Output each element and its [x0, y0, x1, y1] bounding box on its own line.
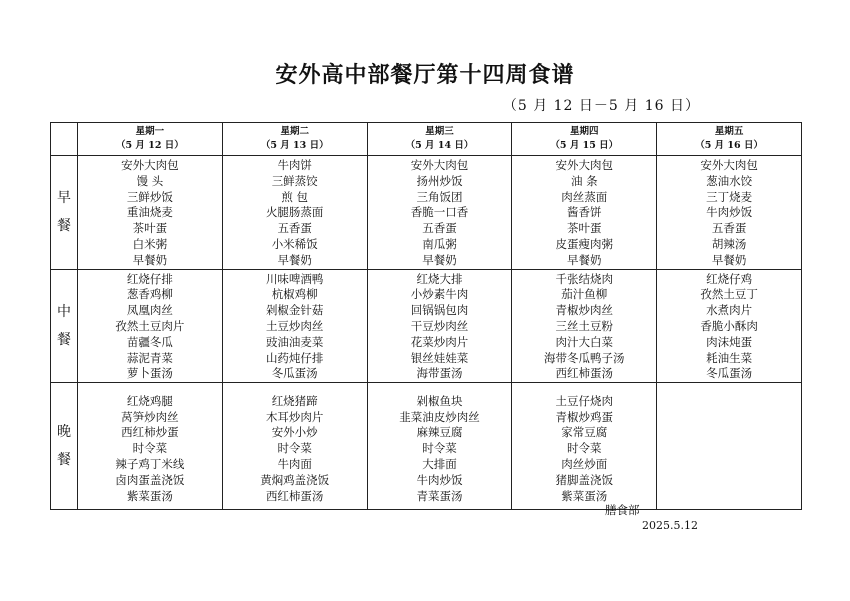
meal-label: [51, 156, 78, 270]
dish-item: 牛肉面: [277, 457, 312, 472]
dish-item: 水煮肉片: [706, 303, 753, 318]
meal-label: [51, 383, 78, 510]
dish-item: 西红柿炒蛋: [121, 425, 179, 440]
dish-item: 五香蛋: [711, 221, 747, 236]
dish-item: 茶叶蛋: [132, 221, 168, 236]
dish-item: 红烧鸡腿: [126, 393, 173, 408]
menu-cell: [512, 156, 657, 270]
menu-cell: [657, 383, 802, 510]
dish-item: 海带蛋汤: [416, 366, 463, 381]
dish-item: 麻辣豆腐: [416, 425, 463, 440]
dish-item: 肉丝炒面: [561, 457, 608, 472]
dish-item: 萝卜蛋汤: [126, 366, 173, 381]
dish-item: 海带冬瓜鸭子汤: [544, 350, 625, 365]
day-header-tue: [222, 123, 367, 156]
dish-item: 葱香鸡柳: [126, 287, 173, 302]
dish-item: 红烧仔排: [126, 271, 173, 286]
menu-table: [50, 122, 802, 510]
page-title: 安外高中部餐厅第十四周食谱: [275, 62, 575, 88]
dish-item: 重油烧麦: [126, 205, 173, 220]
menu-cell: [657, 269, 802, 383]
dish-item: 五香蛋: [422, 221, 457, 236]
menu-cell: [367, 383, 512, 510]
dish-item: 早餐奶: [277, 252, 312, 267]
dish-item: 土豆仔烧肉: [555, 393, 614, 408]
meal-label: [51, 269, 78, 383]
menu-cell: [512, 269, 657, 383]
menu-cell: [367, 156, 512, 270]
dish-item: 安外大肉包: [121, 158, 179, 172]
dish-item: 茄汁鱼柳: [561, 287, 608, 302]
day-name: 星期一: [135, 126, 165, 137]
dish-item: 耗油生菜: [706, 350, 753, 365]
dish-item: 南瓜粥: [422, 236, 457, 251]
dish-item: 黄焖鸡盖浇饭: [260, 472, 330, 487]
dish-item: 冬瓜蛋汤: [706, 366, 753, 381]
dish-item: 安外大肉包: [555, 158, 614, 172]
dish-item: 三鲜蒸饺: [271, 173, 318, 188]
menu-cell: [657, 156, 802, 270]
menu-cell: [222, 383, 367, 510]
dish-item: 牛肉炒饭: [416, 472, 463, 487]
dish-item: 青椒炒鸡蛋: [555, 409, 614, 424]
dish-item: 煎 包: [281, 189, 309, 204]
day-name: 星期四: [570, 126, 599, 137]
dish-item: 辣子鸡丁米线: [115, 457, 185, 472]
day-header-wed: [367, 123, 512, 156]
dish-item: 干豆炒肉丝: [410, 318, 469, 333]
dish-item: 肉丝蒸面: [561, 189, 608, 204]
meal-label-char: 餐: [57, 331, 71, 348]
dish-item: 山药炖仔排: [265, 350, 324, 365]
dish-item: 香脆一口香: [410, 205, 469, 220]
dish-item: 茶叶蛋: [567, 221, 602, 236]
dish-item: 猪脚盖浇饭: [555, 472, 614, 487]
dish-item: 三角饭团: [416, 189, 463, 204]
dish-item: 肉汁大白菜: [555, 334, 614, 349]
day-date: （5 月 13 日）: [260, 140, 329, 151]
dish-item: 杭椒鸡柳: [271, 287, 318, 302]
dish-item: 三丝土豆粉: [555, 318, 614, 333]
dish-item: 牛肉炒饭: [706, 205, 753, 220]
dish-item: 酱香饼: [567, 205, 602, 220]
day-name: 星期二: [280, 126, 309, 137]
dish-item: 卤肉蛋盖浇饭: [115, 472, 185, 487]
day-name: 星期五: [714, 126, 744, 137]
dish-item: 蒜泥青菜: [126, 350, 173, 365]
dish-item: 红烧大排: [416, 271, 463, 286]
dish-item: 五香蛋: [277, 221, 312, 236]
day-date: （5 月 15 日）: [550, 140, 619, 151]
dish-item: 莴笋炒肉丝: [121, 409, 179, 424]
menu-cell: [78, 383, 223, 510]
day-header-thu: [512, 123, 657, 156]
menu-cell: [512, 383, 657, 510]
dish-item: 早餐奶: [422, 252, 457, 267]
dish-item: 西红柿蛋汤: [265, 488, 324, 503]
dish-item: 火腿肠蒸面: [265, 205, 324, 220]
dish-item: 苗疆冬瓜: [126, 334, 173, 349]
dish-item: 剁椒鱼块: [416, 393, 463, 408]
day-header-mon: [78, 123, 223, 156]
meal-label-char: 餐: [57, 218, 71, 235]
dish-item: 紫菜蛋汤: [561, 488, 608, 503]
dish-item: 油 条: [570, 173, 598, 188]
dish-item: 小炒素牛肉: [410, 287, 469, 302]
menu-cell: [222, 269, 367, 383]
dish-item: 胡辣汤: [711, 236, 747, 251]
dish-item: 回锅锅包肉: [410, 303, 469, 318]
day-date: （5 月 12 日）: [116, 140, 184, 151]
dish-item: 早餐奶: [711, 252, 747, 267]
day-date: （5 月 14 日）: [405, 140, 474, 151]
dish-item: 肉沫炖蛋: [706, 334, 753, 349]
dish-item: 剁椒金针菇: [265, 303, 324, 318]
dish-item: 青椒炒肉丝: [555, 303, 614, 318]
date-range: （5 月 12 日－5 月 16 日）: [502, 98, 700, 114]
dish-item: 安外小炒: [271, 425, 318, 440]
menu-cell: [78, 269, 223, 383]
day-date: （5 月 16 日）: [695, 140, 763, 151]
corner-cell: [51, 123, 78, 156]
dish-item: 西红柿蛋汤: [555, 366, 614, 381]
dish-item: 时令菜: [132, 441, 168, 456]
meal-label-char: 中: [57, 303, 71, 320]
breakfast-row: [51, 156, 802, 270]
dish-item: 孜然土豆丁: [700, 287, 758, 302]
sign-date: 2025.5.12: [642, 519, 698, 532]
dish-item: 豉油油麦菜: [265, 334, 324, 349]
dish-item: 牛肉饼: [277, 158, 312, 172]
dish-item: 凤凰肉丝: [126, 303, 173, 318]
day-header-fri: [657, 123, 802, 156]
dish-item: 韭菜油皮炒肉丝: [399, 409, 480, 424]
dish-item: 馒 头: [136, 173, 164, 188]
signature: 膳食部: [605, 503, 640, 517]
lunch-row: [51, 269, 802, 383]
dish-item: 扬州炒饭: [416, 173, 463, 188]
menu-cell: [78, 156, 223, 270]
dish-item: 安外大肉包: [410, 158, 469, 172]
meal-label-char: 早: [57, 190, 71, 207]
dish-item: 紫菜蛋汤: [126, 488, 173, 503]
dish-item: 红烧仔鸡: [706, 271, 753, 286]
dish-item: 川味啤酒鸭: [265, 271, 324, 286]
dish-item: 孜然土豆肉片: [115, 318, 185, 333]
dish-item: 早餐奶: [132, 252, 168, 267]
day-name: 星期三: [425, 126, 454, 137]
dish-item: 时令菜: [422, 441, 457, 456]
dish-item: 三丁烧麦: [706, 189, 753, 204]
dish-item: 青菜蛋汤: [416, 488, 463, 503]
dish-item: 红烧猪蹄: [271, 393, 318, 408]
dish-item: 香脆小酥肉: [700, 318, 758, 333]
dish-item: 白米粥: [132, 236, 168, 251]
dish-item: 土豆炒肉丝: [265, 318, 324, 333]
menu-cell: [367, 269, 512, 383]
dish-item: 小米稀饭: [271, 236, 318, 251]
header-row: [51, 123, 802, 156]
dish-item: 葱油水饺: [706, 173, 753, 188]
dish-item: 早餐奶: [567, 252, 602, 267]
dish-item: 时令菜: [277, 441, 312, 456]
dish-item: 皮蛋瘦肉粥: [555, 236, 614, 251]
dish-item: 大排面: [422, 457, 457, 472]
dinner-row: [51, 383, 802, 510]
dish-item: 时令菜: [567, 441, 602, 456]
dish-item: 家常豆腐: [561, 425, 608, 440]
dish-item: 千张结烧肉: [555, 271, 614, 286]
dish-item: 冬瓜蛋汤: [271, 366, 318, 381]
dish-item: 安外大肉包: [700, 158, 758, 172]
meal-label-char: 餐: [57, 452, 71, 469]
menu-cell: [222, 156, 367, 270]
meal-label-char: 晚: [57, 424, 71, 441]
dish-item: 花菜炒肉片: [410, 334, 469, 349]
dish-item: 三鲜炒饭: [126, 189, 173, 204]
dish-item: 银丝娃娃菜: [410, 350, 469, 365]
dish-item: 木耳炒肉片: [265, 409, 324, 424]
